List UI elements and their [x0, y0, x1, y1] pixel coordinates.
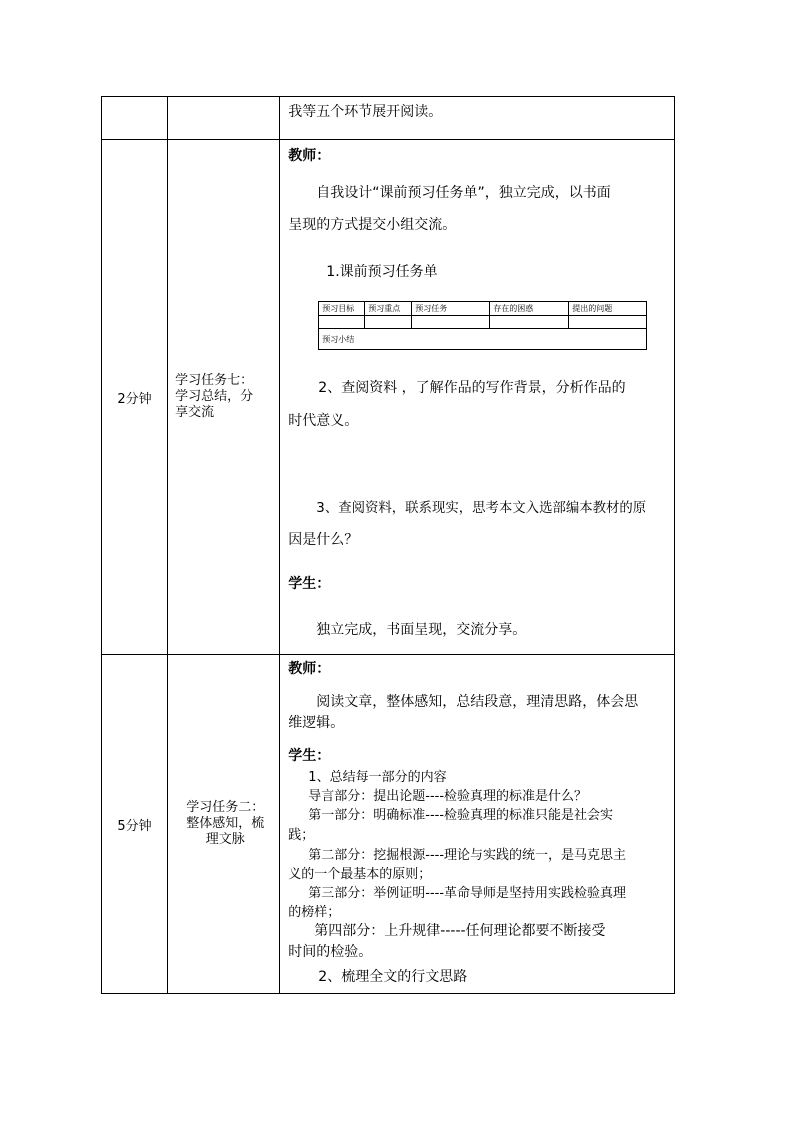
time-cell	[102, 97, 168, 140]
table-row	[102, 97, 675, 140]
table-row	[319, 316, 647, 329]
list-item: 时间的检验。	[288, 944, 373, 960]
list-item: 义的一个最基本的原则；	[288, 867, 432, 882]
student-label: 学生：	[288, 748, 331, 764]
task-cell	[168, 97, 280, 140]
list-item: 导言部分：提出论题----检验真理的标准是什么？	[308, 789, 588, 804]
content-cell	[280, 655, 675, 994]
table-row	[319, 302, 647, 316]
list-item: 践；	[288, 828, 315, 843]
task-line: 学习任务七：	[175, 373, 254, 388]
header-cell: 存在的困惑	[490, 302, 569, 316]
table-row	[102, 140, 675, 655]
list-item: 第三部分：举例证明----革命导师是坚持用实践检验真理	[308, 886, 627, 901]
empty-cell	[490, 316, 569, 329]
teacher-label: 教师：	[288, 661, 331, 677]
item-2: 2、查阅资料 ，了解作品的写作背景，分析作品的	[318, 380, 626, 396]
task-cell	[168, 140, 280, 655]
item-1: 1.课前预习任务单	[326, 264, 438, 280]
preview-task-table	[318, 301, 647, 350]
list-item: 第一部分：明确标准----检验真理的标准只能是社会实	[308, 808, 614, 823]
empty-cell	[412, 316, 490, 329]
continued-text: 我等五个环节展开阅读。	[288, 104, 443, 120]
paragraph-line: 维逻辑。	[288, 715, 345, 731]
task-line: 享交流	[175, 405, 215, 420]
content-cell	[280, 97, 675, 140]
paragraph-line: 自我设计“课前预习任务单”，独立完成，以书面	[316, 185, 611, 201]
item-3: 3、查阅资料，联系现实，思考本文入选部编本教材的原	[316, 501, 647, 516]
teacher-label: 教师：	[288, 148, 331, 164]
list-item: 的榜样；	[288, 905, 341, 920]
item-3-cont: 因是什么？	[288, 532, 359, 548]
header-cell: 预习任务	[412, 302, 490, 316]
empty-cell	[319, 316, 365, 329]
table-row	[102, 655, 675, 994]
summary-cell: 预习小结	[319, 329, 647, 350]
lesson-plan-table	[101, 96, 675, 994]
content-cell	[280, 140, 675, 655]
header-cell: 预习重点	[365, 302, 412, 316]
header-cell: 预习目标	[319, 302, 365, 316]
task-line: 学习任务二：	[186, 800, 265, 815]
item-2-cont: 时代意义。	[288, 413, 359, 429]
time-cell: 2分钟	[102, 140, 168, 655]
header-cell: 提出的问题	[569, 302, 647, 316]
student-label: 学生：	[288, 576, 331, 592]
task-line: 学习总结，分	[175, 389, 254, 404]
table-row	[319, 329, 647, 350]
time-cell: 5分钟	[102, 655, 168, 994]
task-line: 理文脉	[205, 832, 245, 847]
task-line: 整体感知，梳	[186, 816, 265, 831]
empty-cell	[569, 316, 647, 329]
paragraph-line: 呈现的方式提交小组交流。	[288, 217, 457, 233]
student-text: 独立完成，书面呈现，交流分享。	[316, 622, 527, 638]
list-item: 第四部分：上升规律-----任何理论都要不断接受	[314, 923, 606, 939]
list-item: 第二部分：挖掘根源----理论与实践的统一，是马克思主	[308, 848, 627, 863]
empty-cell	[365, 316, 412, 329]
task-cell	[168, 655, 280, 994]
paragraph-line: 阅读文章，整体感知，总结段意，理清思路，体会思	[316, 694, 639, 710]
list-item: 2、梳理全文的行文思路	[318, 969, 468, 985]
list-item: 1、总结每一部分的内容	[308, 770, 447, 785]
